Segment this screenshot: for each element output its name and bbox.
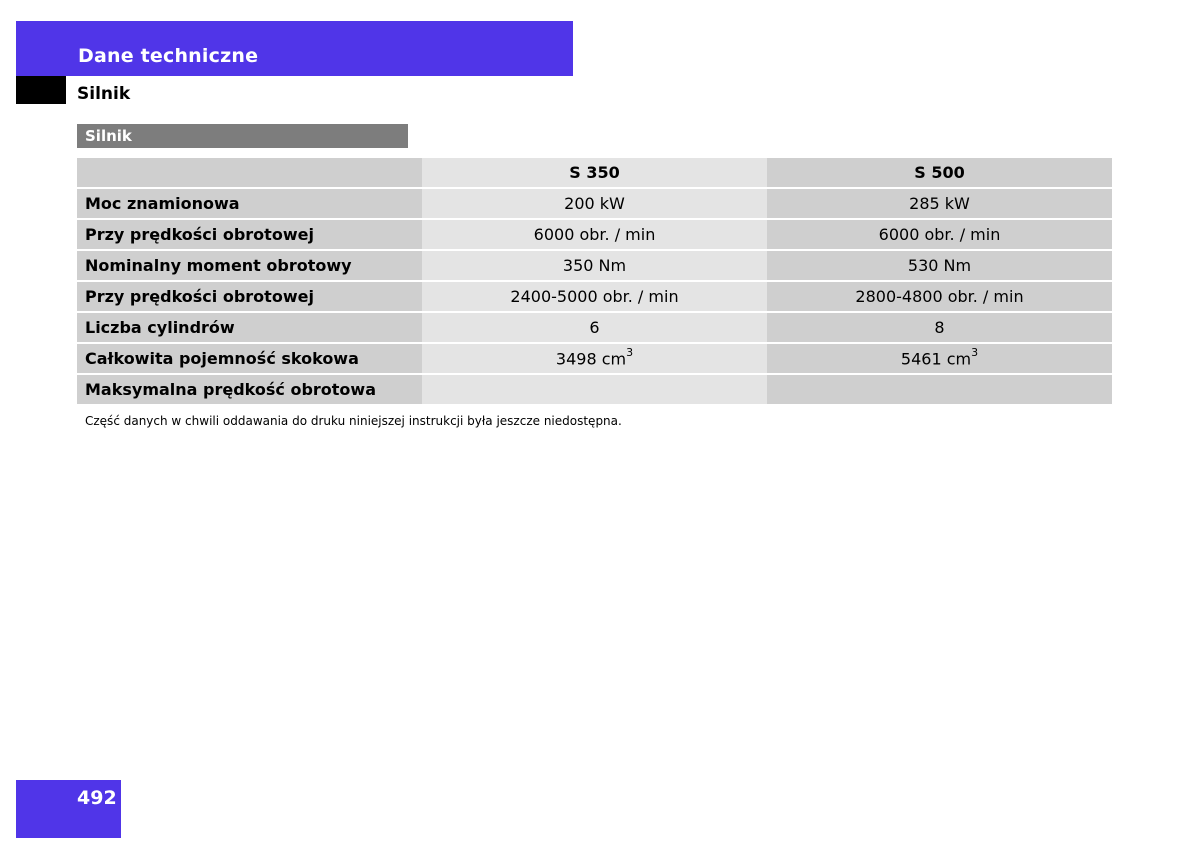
cell-s500	[767, 344, 1112, 375]
table-row	[77, 282, 1112, 313]
cell-s500: 6000 obr. / min	[767, 220, 1112, 251]
header-cell-empty	[77, 158, 422, 189]
cell-s500: 285 kW	[767, 189, 1112, 220]
table-header-row	[77, 158, 1112, 189]
chapter-title: Dane techniczne	[78, 45, 259, 67]
row-label: Maksymalna prędkość obrotowa	[77, 375, 422, 406]
table-row	[77, 344, 1112, 375]
header-cell-s350: S 350	[422, 158, 767, 189]
cell-s350-value: 3498 cm	[555, 349, 627, 369]
cell-s500: 2800-4800 obr. / min	[767, 282, 1112, 313]
row-label: Liczba cylindrów	[77, 313, 422, 344]
cell-s500-value: 5461 cm	[900, 349, 972, 369]
row-label: Przy prędkości obrotowej	[77, 282, 422, 313]
table-row	[77, 375, 1112, 406]
page-number: 492	[77, 787, 117, 809]
section-marker	[16, 76, 66, 104]
cell-s500: 8	[767, 313, 1112, 344]
cell-s350-exponent: 3	[626, 346, 634, 360]
section-title: Silnik	[77, 84, 131, 104]
cell-s350	[422, 375, 767, 406]
header-cell-s500: S 500	[767, 158, 1112, 189]
cell-s350: 2400-5000 obr. / min	[422, 282, 767, 313]
cell-s350: 200 kW	[422, 189, 767, 220]
table-row	[77, 251, 1112, 282]
row-label: Moc znamionowa	[77, 189, 422, 220]
cell-s350: 6000 obr. / min	[422, 220, 767, 251]
cell-s500: 530 Nm	[767, 251, 1112, 282]
table-caption: Silnik	[77, 124, 408, 148]
table-row	[77, 189, 1112, 220]
cell-s350	[422, 344, 767, 375]
row-label: Nominalny moment obrotowy	[77, 251, 422, 282]
table-row	[77, 313, 1112, 344]
cell-s350: 350 Nm	[422, 251, 767, 282]
row-label: Przy prędkości obrotowej	[77, 220, 422, 251]
footnote: Część danych w chwili oddawania do druku niniejszej instrukcji była jeszcze niedostępna.	[85, 414, 622, 428]
row-label: Całkowita pojemność skokowa	[77, 344, 422, 375]
cell-s500	[767, 375, 1112, 406]
engine-spec-table	[77, 158, 1112, 406]
cell-s350: 6	[422, 313, 767, 344]
cell-s500-exponent: 3	[971, 346, 979, 360]
table-row	[77, 220, 1112, 251]
